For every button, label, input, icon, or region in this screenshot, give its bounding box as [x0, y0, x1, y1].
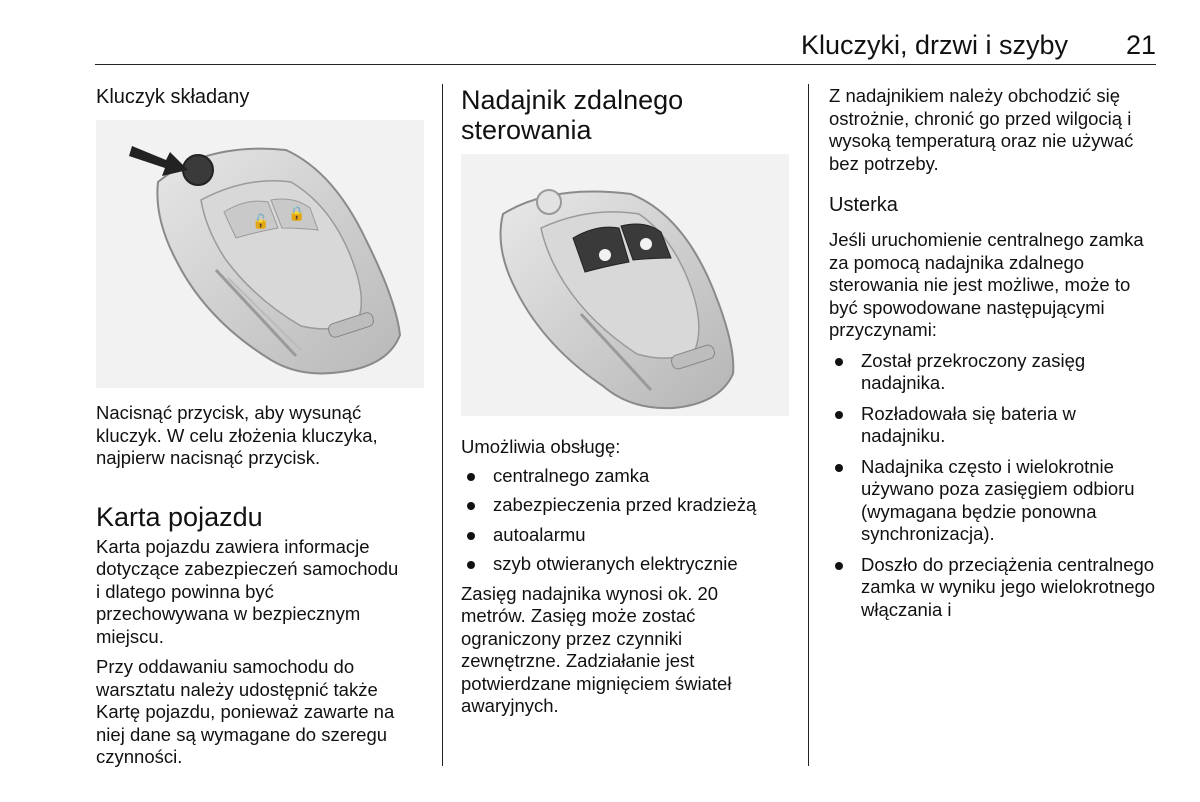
list-item-text: centralnego zamka — [493, 464, 650, 486]
page-number: 21 — [1125, 30, 1156, 60]
folding-key-description: Nacisnąć przycisk, aby wysunąć kluczyk. W celu złożenia kluczyka, najpierw nacisnąć przycisk. — [96, 402, 378, 468]
vehicle-card-paragraph-2: Przy oddawaniu samochodu do warsztatu należy udostępnić także Kartę pojazdu, ponieważ zawarte na niej dane są wymagane do szeregu czynności. — [96, 656, 395, 767]
column-3 — [829, 85, 1159, 629]
bullet-icon — [467, 532, 475, 540]
vehicle-card-heading: Karta pojazdu — [96, 501, 263, 532]
fault-intro: Jeśli uruchomienie centralnego zamka za pomocą nadajnika zdalnego sterowania nie jest możliwe, może to być spowodowane następującymi przyczynami: — [829, 229, 1144, 340]
list-item-text: Został przekroczony zasięg nadajnika. — [861, 349, 1086, 393]
vehicle-card-paragraph-1: Karta pojazdu zawiera informacje dotyczące zabezpieczeń samochodu i dlatego powinna być przechowywana w bezpiecznym miejscu. — [96, 535, 399, 647]
lock-icon: 🔒 — [288, 206, 306, 222]
column-divider-1 — [442, 84, 443, 766]
remote-functions-list — [461, 465, 796, 576]
bullet-icon — [835, 562, 843, 570]
list-item — [461, 465, 796, 488]
remote-control-heading: Nadajnik zdalnego sterowania — [461, 85, 684, 145]
bullet-icon — [467, 502, 475, 510]
bullet-icon — [835, 411, 843, 419]
remote-intro: Umożliwia obsługę: — [461, 436, 621, 457]
column-1 — [96, 85, 426, 109]
list-item-text: Doszło do przeciążenia centralnego zamka w wyniku jego wielokrotnego włączania i — [861, 553, 1156, 620]
bullet-icon — [467, 561, 475, 569]
arrow-pointer-icon — [129, 146, 188, 176]
folding-key-figure — [96, 120, 424, 388]
list-item — [829, 403, 1151, 448]
list-item — [461, 524, 796, 547]
remote-range-text: Zasięg nadajnika wynosi ok. 20 metrów. Zasięg może zostać ograniczony przez czynniki zewnętrzne. Zadziałanie jest potwierdzane mignięciem świateł awaryjnych. — [461, 582, 732, 716]
running-header-title: Kluczyki, drzwi i szyby — [800, 30, 1068, 60]
lock-icon — [640, 238, 652, 250]
list-item-text: autoalarmu — [493, 523, 586, 545]
care-instructions: Z nadajnikiem należy obchodzić się ostrożnie, chronić go przed wilgocią i wysoką temperaturą oraz nie używać bez potrzeby. — [829, 85, 1134, 174]
bullet-icon — [467, 473, 475, 481]
bullet-icon — [835, 464, 843, 472]
list-item — [829, 554, 1173, 622]
fault-causes-list — [829, 350, 1159, 622]
remote-key-illustration — [461, 154, 789, 416]
unlock-icon: 🔓 — [252, 214, 270, 230]
folding-key-illustration — [96, 120, 424, 388]
remote-key-figure — [461, 154, 789, 416]
list-item-text: Rozładowała się bateria w nadajniku. — [861, 402, 1076, 446]
list-item-text: Nadajnika często i wielokrotnie używano poza zasięgiem odbioru (wymagana będzie ponowna synchronizacja). — [861, 455, 1135, 544]
column-divider-2 — [808, 84, 809, 766]
column-2-text — [461, 436, 796, 718]
key-release-button — [537, 190, 561, 214]
list-item-text: zabezpieczenia przed kradzieżą — [493, 494, 757, 515]
list-item — [829, 350, 1151, 395]
header-rule — [95, 64, 1156, 65]
list-item — [461, 553, 796, 576]
column-1-text — [96, 402, 426, 769]
list-item-text: szyb otwieranych elektrycznie — [493, 553, 738, 574]
list-item — [829, 456, 1166, 546]
list-item — [461, 494, 796, 517]
column-2-heading-area — [461, 85, 791, 145]
bullet-icon — [835, 358, 843, 366]
fault-heading: Usterka — [829, 194, 898, 216]
folding-key-heading: Kluczyk składany — [96, 86, 250, 108]
unlock-icon — [599, 249, 611, 261]
